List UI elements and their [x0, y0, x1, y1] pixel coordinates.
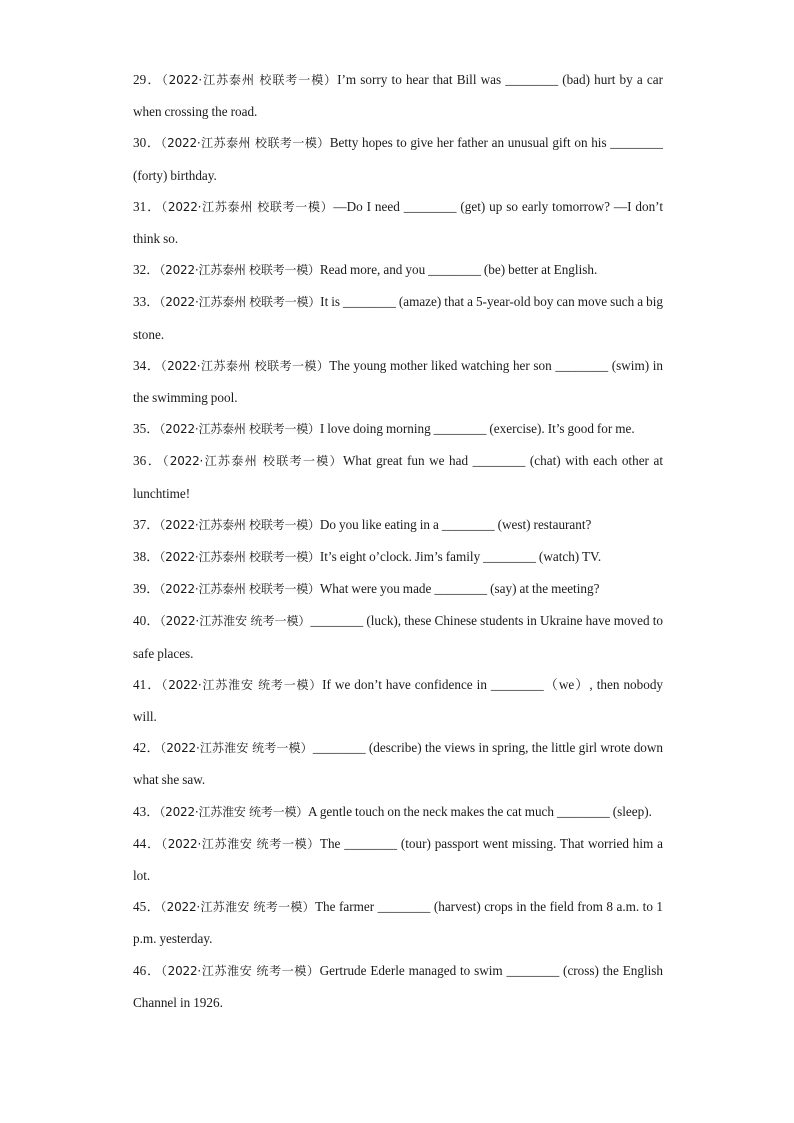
question-text: I’m sorry to hear that Bill was ________ (bad) hurt by a car when crossing the road.	[133, 72, 663, 120]
question-number: 43．	[133, 803, 160, 819]
question-source: （2022·江苏淮安 统考一模）	[159, 614, 311, 629]
worksheet-page	[133, 64, 663, 1018]
question-number: 39．	[133, 581, 160, 597]
question-source: （2022·江苏淮安 统考一模）	[160, 741, 313, 756]
question-text: What great fun we had ________ (chat) with each other at lunchtime!	[133, 453, 663, 501]
question-number: 40．	[133, 613, 160, 629]
question-44	[133, 828, 663, 891]
question-source: （2022·江苏泰州 校联考一模）	[159, 550, 320, 565]
question-source: （2022·江苏泰州 校联考一模）	[162, 454, 343, 469]
question-46	[133, 955, 663, 1018]
question-source: （2022·江苏泰州 校联考一模）	[159, 582, 320, 597]
question-text: I love doing morning ________ (exercise). It’s good for me.	[319, 421, 635, 437]
question-source: （2022·江苏泰州 校联考一模）	[159, 295, 321, 310]
question-number: 35．	[133, 421, 160, 437]
question-number: 45．	[133, 899, 161, 915]
question-30	[133, 127, 663, 190]
question-source: （2022·江苏泰州 校联考一模）	[160, 136, 330, 151]
question-text: Gertrude Ederle managed to swim ________ (cross) the English Channel in 1926.	[133, 962, 663, 1010]
question-number: 32．	[133, 262, 160, 278]
question-source: （2022·江苏淮安 统考一模）	[160, 900, 315, 915]
question-number: 44．	[133, 835, 162, 851]
question-35	[133, 413, 663, 445]
question-text: ________ (describe) the views in spring, the little girl wrote down what she saw.	[133, 740, 664, 788]
question-29	[133, 64, 663, 127]
question-38	[133, 541, 663, 573]
question-37	[133, 509, 663, 541]
question-text: If we don’t have confidence in ________（we）, then nobody will.	[133, 676, 664, 725]
question-source: （2022·江苏泰州 校联考一模）	[161, 73, 338, 87]
question-text: Read more, and you ________ (be) better at English.	[319, 262, 598, 278]
question-42	[133, 732, 663, 795]
question-number: 38．	[133, 549, 160, 565]
question-text: It is ________ (amaze) that a 5-year-old boy can move such a big stone.	[133, 294, 663, 342]
question-33	[133, 286, 663, 349]
question-source: （2022·江苏泰州 校联考一模）	[159, 517, 320, 532]
question-number: 46．	[133, 962, 162, 978]
question-source: （2022·江苏泰州 校联考一模）	[161, 199, 334, 214]
question-text: Do you like eating in a ________ (west) restaurant?	[319, 516, 592, 532]
question-text: What were you made ________ (say) at the meeting?	[319, 581, 600, 597]
question-text: ________ (luck), these Chinese students in Ukraine have moved to safe places.	[133, 613, 664, 661]
question-number: 41．	[133, 676, 162, 692]
question-32	[133, 254, 663, 286]
question-source: （2022·江苏淮安 统考一模）	[161, 963, 320, 978]
question-number: 37．	[133, 516, 160, 532]
question-text: Betty hopes to give her father an unusual gift on his ________ (forty) birthday.	[133, 135, 663, 183]
question-text: The young mother liked watching her son ________ (swim) in the swimming pool.	[133, 357, 663, 406]
question-36	[133, 445, 663, 508]
question-number: 30．	[133, 135, 161, 151]
question-source: （2022·江苏泰州 校联考一模）	[159, 263, 320, 278]
question-number: 29．	[133, 72, 162, 87]
question-text: It’s eight o’clock. Jim’s family ________ (watch) TV.	[319, 549, 602, 565]
question-source: （2022·江苏淮安 统考一模）	[161, 677, 323, 692]
question-number: 34．	[133, 357, 161, 373]
question-40	[133, 605, 663, 668]
question-31	[133, 191, 663, 254]
question-34	[133, 350, 663, 413]
question-text: The ________ (tour) passport went missing. That worried him a lot.	[133, 835, 664, 884]
question-39	[133, 573, 663, 605]
question-43	[133, 796, 663, 828]
question-number: 31．	[133, 198, 162, 214]
question-source: （2022·江苏淮安 统考一模）	[159, 804, 309, 819]
question-number: 42．	[133, 740, 161, 756]
question-text: A gentle touch on the neck makes the cat much ________ (sleep).	[308, 803, 652, 819]
question-source: （2022·江苏淮安 统考一模）	[161, 836, 320, 851]
question-text: —Do I need ________ (get) up so early tomorrow? —I don’t think so.	[133, 198, 663, 247]
question-41	[133, 669, 663, 732]
question-45	[133, 891, 663, 954]
question-number: 36．	[133, 453, 163, 469]
question-number: 33．	[133, 294, 160, 310]
question-text: The farmer ________ (harvest) crops in the field from 8 a.m. to 1 p.m. yesterday.	[133, 899, 664, 947]
question-source: （2022·江苏泰州 校联考一模）	[160, 358, 330, 373]
question-source: （2022·江苏泰州 校联考一模）	[159, 422, 320, 437]
